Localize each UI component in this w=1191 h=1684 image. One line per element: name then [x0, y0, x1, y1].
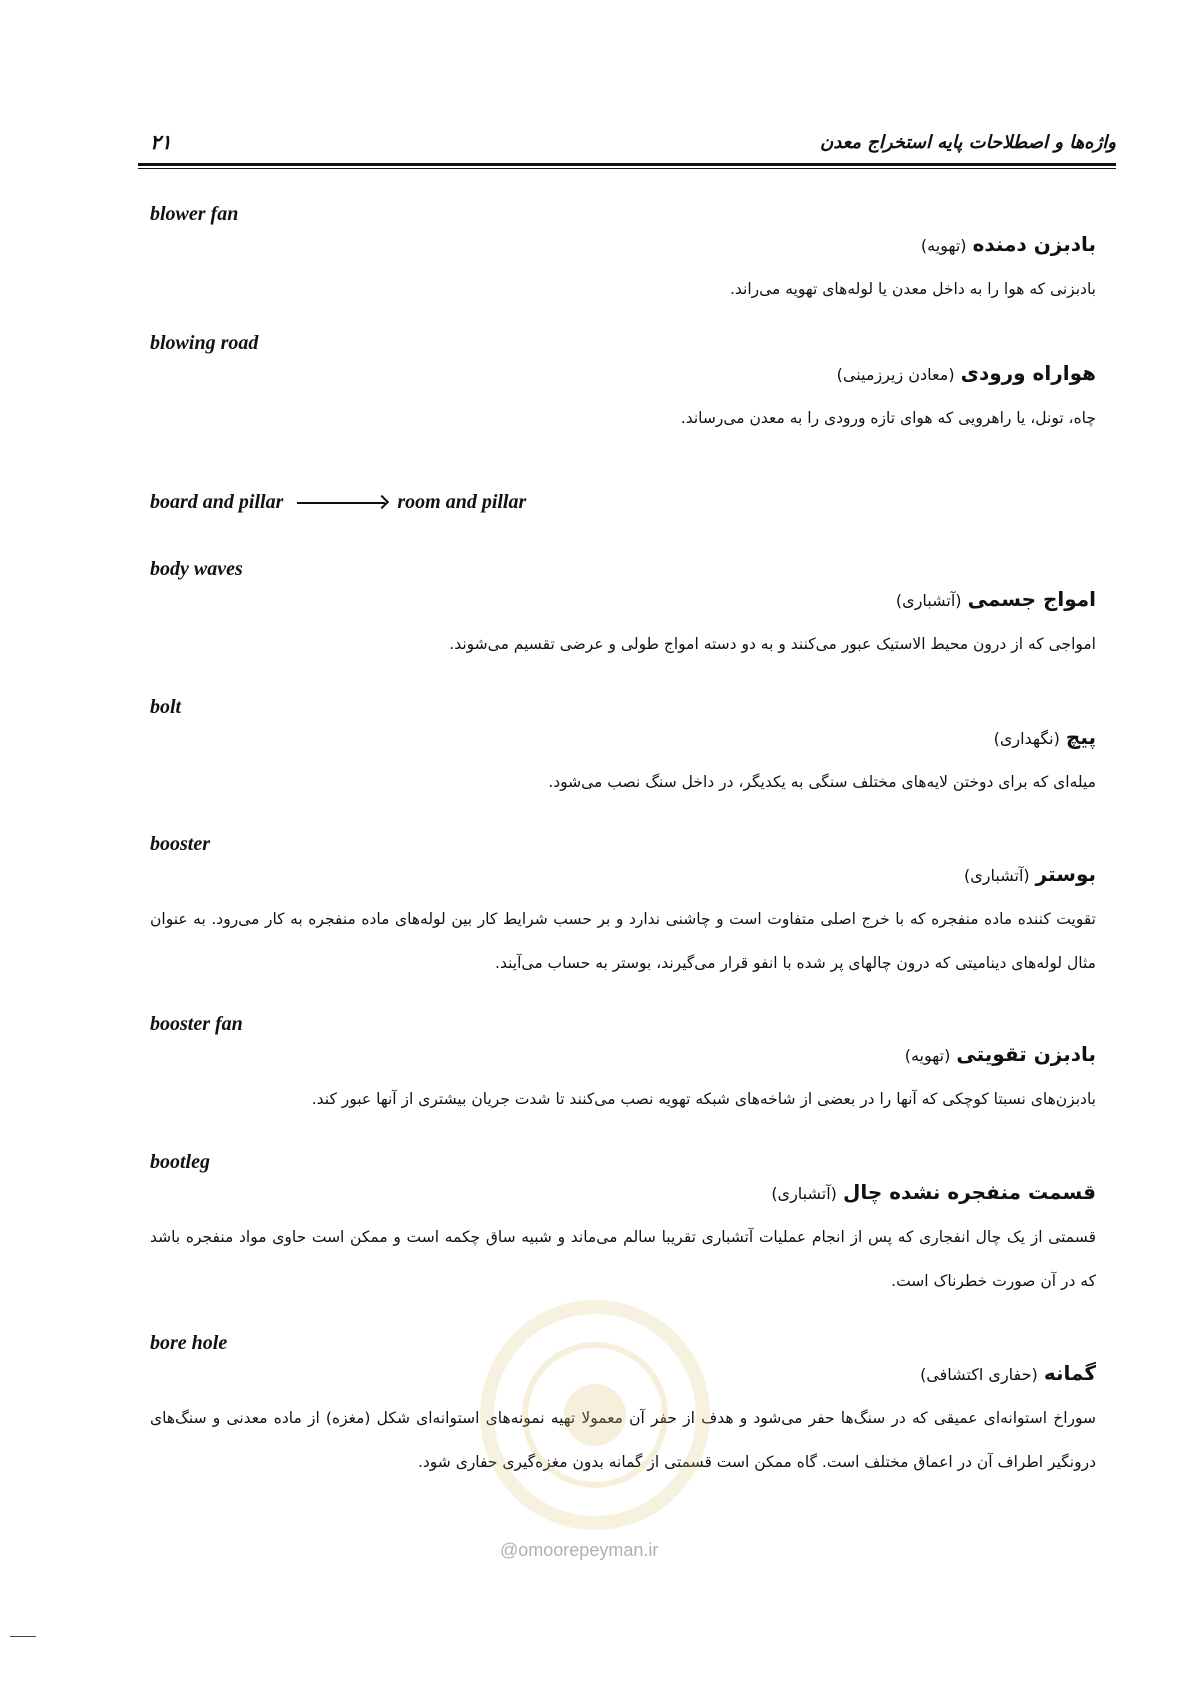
persian-heading [150, 722, 1096, 754]
category-label: (تهویه) [920, 236, 967, 255]
persian-heading [150, 358, 1096, 390]
glossary-entry [150, 696, 1096, 804]
seal-emblem [564, 1384, 626, 1446]
glossary-entry [150, 558, 1096, 666]
category-label: (آتشباری) [771, 1184, 837, 1203]
english-term: body waves [150, 558, 243, 580]
english-term: bootleg [150, 1151, 210, 1173]
persian-heading [150, 859, 1096, 891]
english-term: blower fan [150, 203, 239, 225]
xref-to: room and pillar [397, 491, 527, 513]
definition: میله‌ای که برای دوختن لایه‌های مختلف سنگی به یکدیگر، در داخل سنگ نصب می‌شود. [548, 773, 1096, 791]
definition: تقویت کننده ماده منفجره که با خرج اصلی متفاوت است و چاشنی ندارد و بر حسب شرایط کار بین لوله‌های ماده منفجره به کار می‌رود. به عنوان مثال لوله‌های دینامیتی که درون چالهای پر شده با انفو قرار می‌گیرند، بوستر به حساب می‌آیند. [150, 910, 1096, 972]
persian-term: بوستر [1035, 862, 1096, 886]
category-label: (آتشباری) [895, 591, 962, 610]
glossary-entry [150, 1013, 1096, 1121]
persian-term: پیچ [1065, 725, 1096, 749]
persian-heading [150, 229, 1096, 261]
category-label: (حفاری اکتشافی) [920, 1365, 1038, 1384]
persian-heading [150, 1039, 1096, 1071]
page-number: ۲۱ [150, 130, 172, 154]
english-term: blowing road [150, 332, 259, 354]
persian-heading [150, 1177, 1096, 1209]
english-term: booster [150, 833, 210, 855]
glossary-entry [150, 332, 1096, 440]
persian-term: بادبزن دمنده [972, 232, 1096, 256]
english-term: booster fan [150, 1013, 243, 1035]
watermark-seal [480, 1300, 710, 1530]
cross-reference [150, 491, 526, 514]
glossary-entry [150, 833, 1096, 985]
header-rule-thin [138, 168, 1116, 169]
persian-heading [150, 584, 1096, 616]
arrow-right-icon [297, 502, 385, 504]
xref-from: board and pillar [150, 491, 284, 513]
header-rule-thick [138, 163, 1116, 166]
english-term: bore hole [150, 1332, 228, 1354]
margin-mark [10, 1636, 36, 1637]
glossary-entry [150, 203, 1096, 311]
definition: سوراخ استوانه‌ای عمیقی که در سنگ‌ها حفر می‌شود و هدف از حفر آن معمولا تهیه نمونه‌های استوانه‌ای شکل (مغزه) از ماده معدنی و سنگ‌های درونگیر اطراف آن در اعماق مختلف است. گاه ممکن است قسمتی از گمانه بدون مغزه‌گیری حفاری شود. [150, 1409, 1096, 1471]
persian-term: گمانه [1043, 1361, 1096, 1385]
definition: بادبزن‌های نسبتا کوچکی که آنها را در بعضی از شاخه‌های شبکه تهویه نصب می‌کنند تا شدت جریان بیشتری از آنها عبور کند. [311, 1090, 1096, 1108]
glossary-entry [150, 1151, 1096, 1303]
persian-term: بادبزن تقویتی [956, 1042, 1096, 1066]
running-title: واژه‌ها و اصطلاحات پایه استخراج معدن [820, 132, 1116, 153]
category-label: (معادن زیرزمینی) [836, 365, 955, 384]
watermark-text: @omoorepeyman.ir [500, 1540, 659, 1560]
definition: امواجی که از درون محیط الاستیک عبور می‌کنند و به دو دسته امواج طولی و عرضی تقسیم می‌شوند. [449, 635, 1096, 653]
english-term: bolt [150, 696, 182, 718]
definition: قسمتی از یک چال انفجاری که پس از انجام عملیات آتشباری تقریبا سالم می‌ماند و شبیه ساق چکمه است و ممکن است حاوی مواد منفجره باشد که در آن صورت خطرناک است. [150, 1228, 1096, 1290]
definition: بادبزنی که هوا را به داخل معدن یا لوله‌های تهویه می‌راند. [729, 280, 1096, 298]
persian-term: قسمت منفجره نشده چال [842, 1180, 1096, 1204]
persian-term: امواج جسمی [967, 587, 1096, 611]
category-label: (نگهداری) [993, 729, 1060, 748]
page-header [138, 128, 1116, 158]
category-label: (تهویه) [904, 1046, 951, 1065]
persian-term: هواراه ورودی [960, 361, 1096, 385]
definition: چاه، تونل، یا راهرویی که هوای تازه ورودی را به معدن می‌رساند. [680, 409, 1096, 427]
category-label: (آتشباری) [964, 866, 1030, 885]
